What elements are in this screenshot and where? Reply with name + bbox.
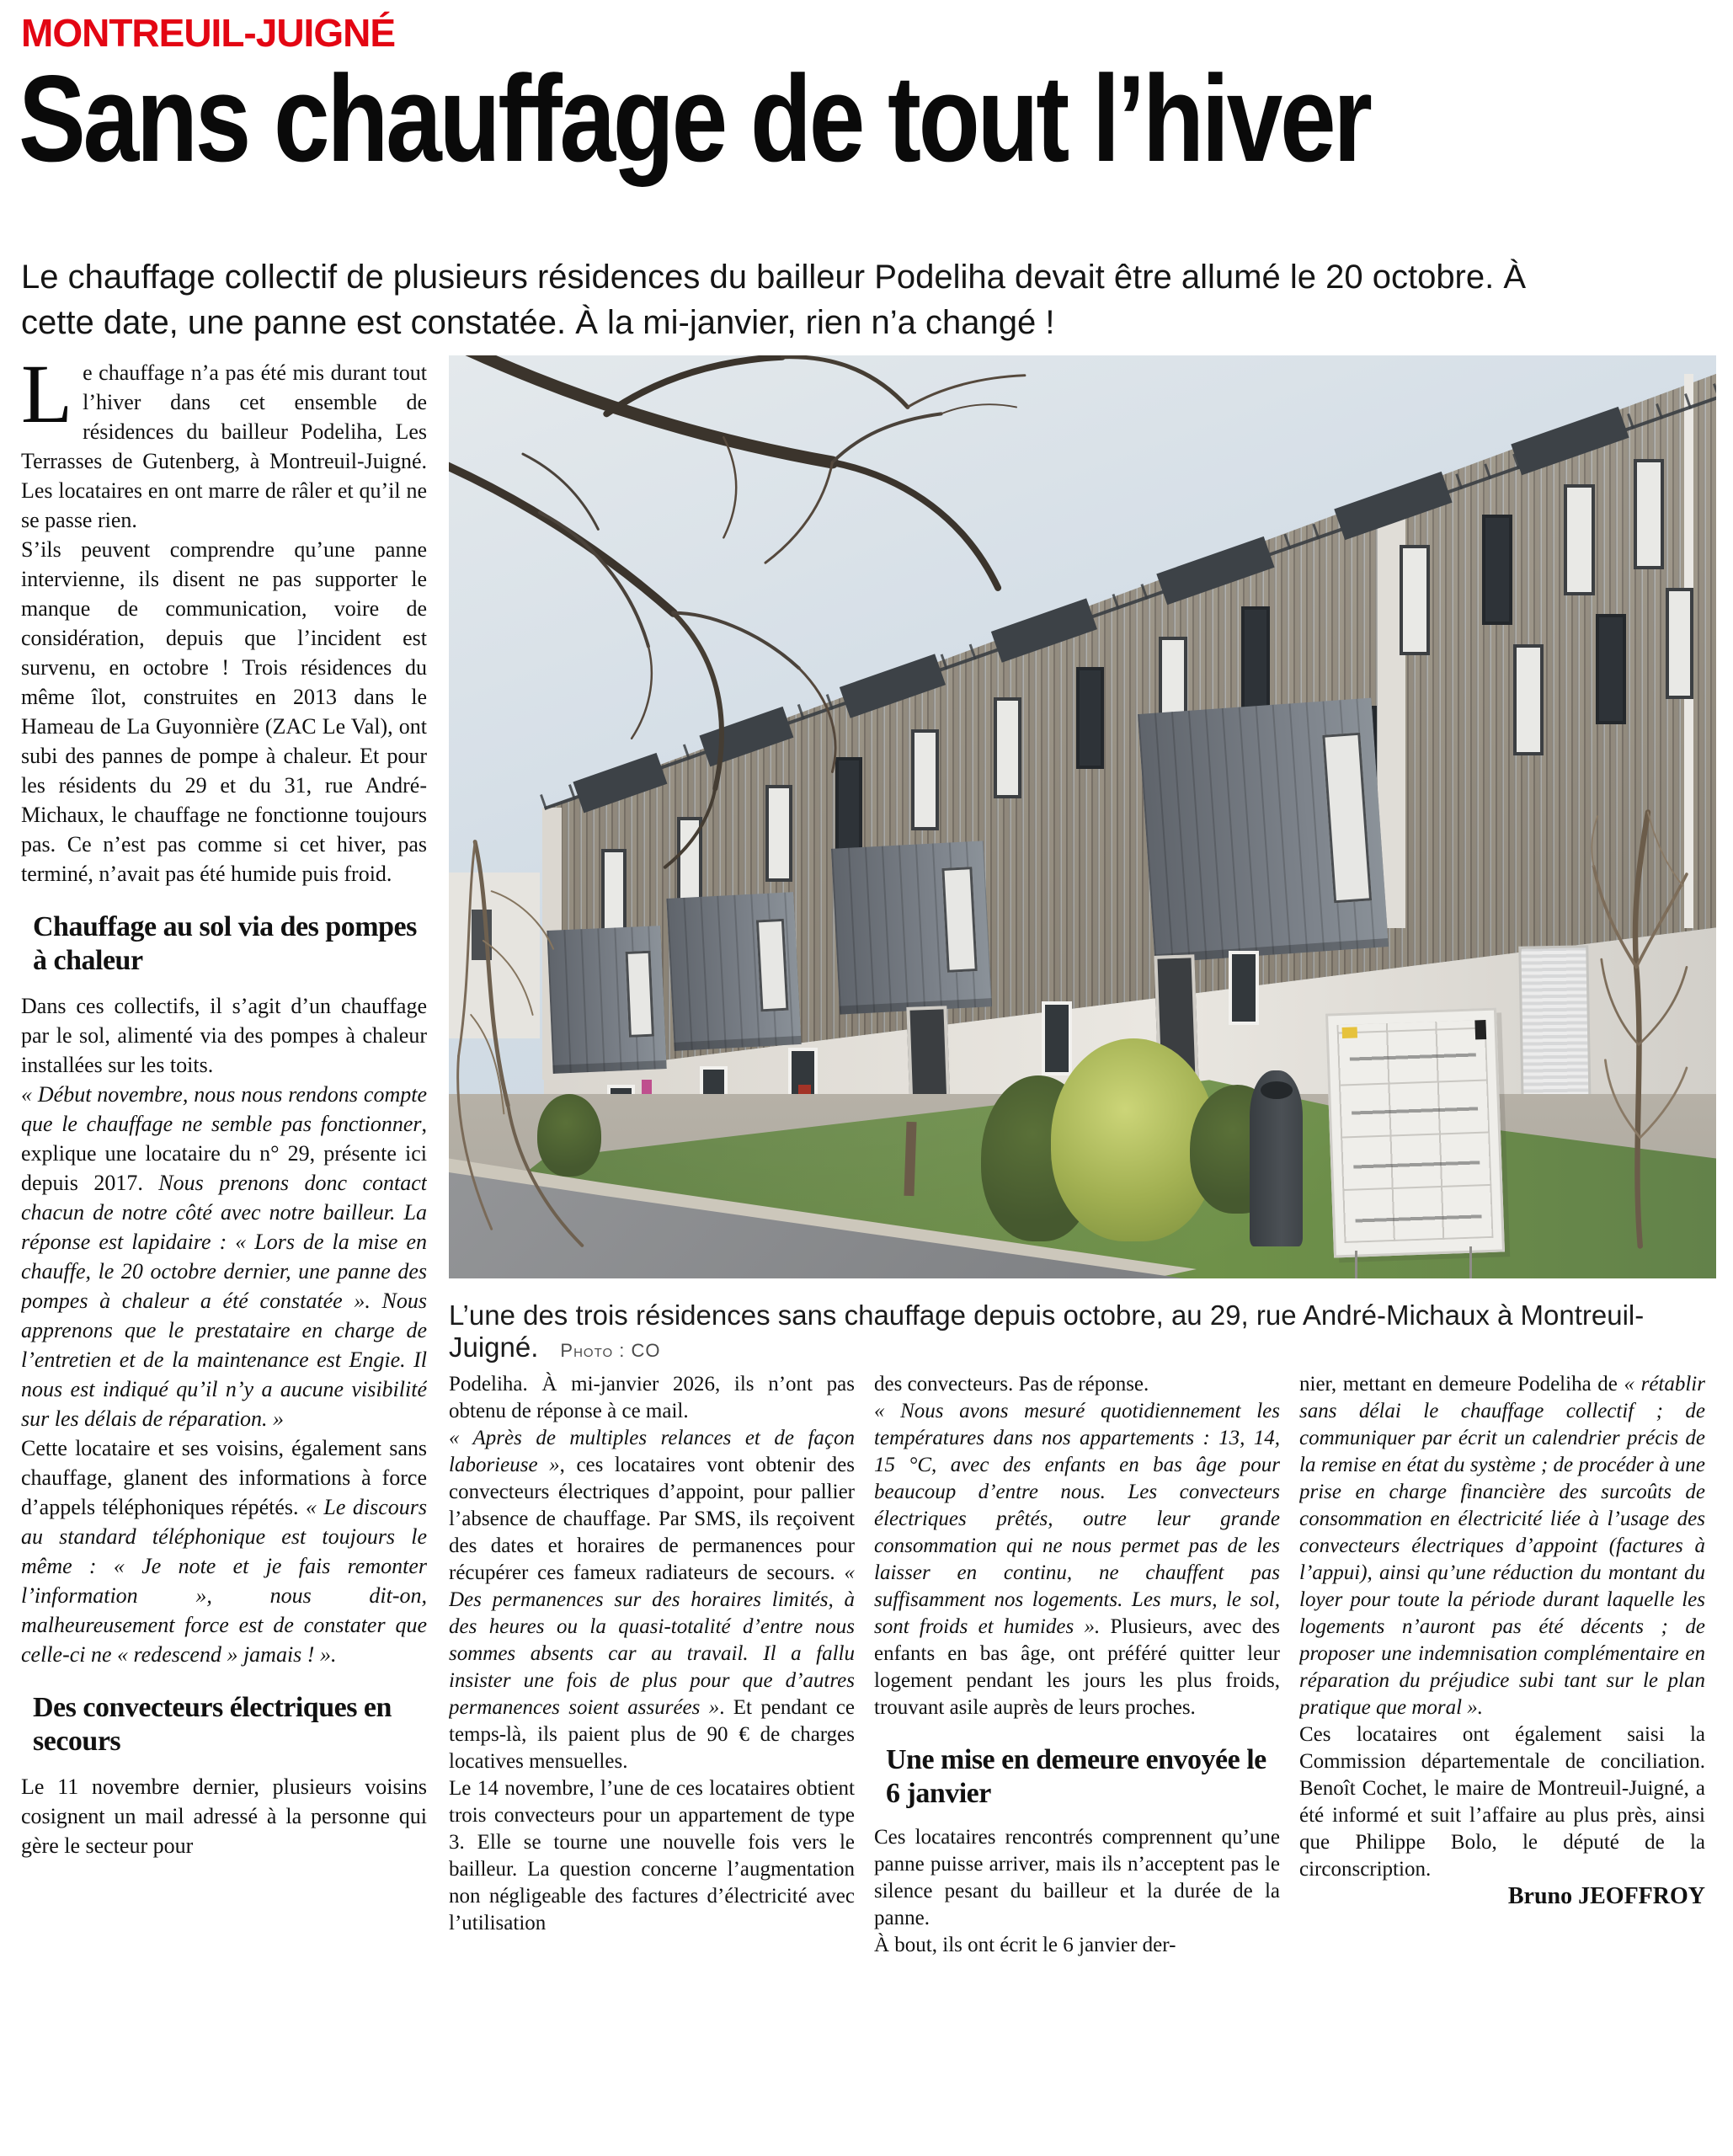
article-paragraph: Cette locataire et ses voisins, également sans chauffage, glanent des informations à force d’appels téléphoniques répétés. « Le discours au standard téléphonique est toujours le même : « Je note et je fais remonter l’information », nous dit-on, malheureusement force est de constater que celle-ci ne « redescend » jamais ! ». <box>21 1436 427 1667</box>
photo-window <box>1076 667 1104 769</box>
photo-window <box>757 919 790 1012</box>
photo-mailbox-leg <box>1355 1251 1357 1278</box>
photo-window <box>941 867 978 972</box>
photo-window <box>1564 484 1594 595</box>
photo-mailbox-unit <box>1325 1008 1505 1258</box>
photo-window <box>1042 1001 1072 1075</box>
photo-mailbox-label <box>1474 1021 1487 1040</box>
article-paragraph: « Début novembre, nous nous rendons compte que le chauffage ne semble pas fonctionner, explique une locataire du n° 29, présente ici depuis 2017. Nous prenons donc contact chacun de notre côté avec notre bailleur. La réponse est lapidaire : « Lors de la mise en chauffe, le 20 octobre dernier, une panne des pompes à chaleur a été constatée ». Nous apprenons que le prestataire en charge de l’entretien et de la maintenance est Engie. Il nous est indiqué qu’il n’y a aucune visibilité sur les délais de réparation. » <box>21 1082 427 1431</box>
article-paragraph: des convecteurs. Pas de réponse. <box>874 1373 1149 1396</box>
headline: Sans chauffage de tout l’hiver <box>19 50 1370 187</box>
photo-window <box>1322 733 1371 904</box>
article-paragraph: Dans ces collectifs, il s’agit d’un chauffage par le sol, alimenté via des pompes à chaleur installées sur les toits. <box>21 994 427 1077</box>
photo-window <box>1241 606 1271 712</box>
photo-mailbox-sticker <box>1341 1027 1357 1038</box>
section-subhead: Une mise en demeure envoyée le 6 janvier <box>886 1744 1266 1809</box>
photo-window <box>1634 459 1664 570</box>
article-paragraph: nier, mettant en demeure Podeliha de « rétablir sans délai le chauffage collectif ; de communiquer par écrit un calendrier précis de la remise en état du système ; de procéder à une prise en charge financière des surcoûts de consommation en électricité liée à l’usage des convecteurs électriques d’appoint (factures à l’appui), ainsi qu’une réduction du montant du loyer pour toute la période durant laquelle les logements n’auront pas été décents ; de proposer une indemnisation complémentaire en réparation du préjudice subi tant sur le plan pratique que moral ». <box>1299 1373 1705 1719</box>
photo-dry-shrub <box>449 835 607 1260</box>
article-paragraph: Ces locataires rencontrés comprennent qu’une panne puisse arriver, mais ils n’acceptent pas le silence pesant du bailleur et la durée de la panne. <box>874 1826 1280 1929</box>
article-paragraph: « Nous avons mesuré quotidiennement les températures dans nos appartements : 13, 14, 15 °C, avec des enfants en bas âge pour beaucoup d’entre nous. Les convecteurs électriques prêtés, outre leur grande consommation qui ne nous permet pas de les laisser en continu, ne chauffent pas suffisamment nos logements. Les murs, le sol, sont froids et humides ». Plusieurs, avec des enfants en bas âge, ont préféré quitter leur logement pendant les jours les plus froids, trouvant asile auprès de leurs proches. <box>874 1400 1280 1719</box>
photo-trash-bin-lid <box>1261 1081 1293 1099</box>
photo-credit: Photo : CO <box>560 1340 661 1361</box>
article-column <box>874 1371 1280 2144</box>
article-paragraph: Le chauffage n’a pas été mis durant tout l’hiver dans cet ensemble de résidences du bailleur Podeliha, Les Terrasses de Gutenberg, à Montreuil-Juigné. Les locataires en ont marre de râler et qu’il ne se passe rien. <box>21 358 427 532</box>
standfirst: Le chauffage collectif de plusieurs résidences du bailleur Podeliha devait être allumé le 20 octobre. À cette date, une panne est constatée. À la mi-janvier, rien n’a changé ! <box>21 259 1527 341</box>
article-paragraph: Le 11 novembre dernier, plusieurs voisins cosignent un mail adressé à la personne qui gère le secteur pour <box>21 1774 427 1858</box>
article-paragraph: « Après de multiples relances et de façon laborieuse », ces locataires vont obtenir des convecteurs électriques d’appoint, pour pallier l’absence de chauffage. Par SMS, ils reçoivent des dates et horaires de permanences pour récupérer ces fameux radiateurs de secours. « Des permanences sur des horaires limités, à des heures ou la quasi-totalité d’entre nous sommes absents car au travail. Il a fallu insister une fois de plus pour que d’autres permanences soient assurées ». Et pendant ce temps-là, ils paient plus de 90 € de charges locatives mensuelles. <box>449 1427 855 1773</box>
photo-bay-window <box>1138 698 1389 963</box>
photo-trash-bin <box>1250 1070 1303 1246</box>
section-kicker: MONTREUIL-JUIGNÉ <box>21 11 395 55</box>
article-paragraph: Le 14 novembre, l’une de ces locataires obtient trois convecteurs pour un appartement de type 3. Elle se tourne une nouvelle fois vers le bailleur. La question concerne l’augmentation non négligeable des factures d’électricité avec l’utilisation <box>449 1777 855 1935</box>
photo-caption-text: L’une des trois résidences sans chauffage depuis octobre, au 29, rue André-Michaux à Montreuil-Juigné. <box>449 1299 1645 1363</box>
article-column <box>1299 1371 1705 2144</box>
photo-window <box>1229 951 1259 1025</box>
article-paragraph: Podeliha. À mi-janvier 2026, ils n’ont pas obtenu de réponse à ce mail. <box>449 1373 855 1422</box>
article-photo <box>449 355 1716 1278</box>
photo-window <box>1482 515 1512 626</box>
section-subhead: Des convecteurs électriques en secours <box>33 1692 392 1757</box>
article-paragraph: Ces locataires ont également saisi la Commission départementale de conciliation. Benoît Cochet, le maire de Montreuil-Juigné, a été informé et suit l’affaire au plus près, ainsi que Philippe Bolo, le député de la circonscription. <box>1299 1723 1705 1881</box>
drop-cap: L <box>21 358 73 440</box>
photo-window <box>1513 644 1544 755</box>
photo-mailbox-slits <box>1349 1030 1482 1235</box>
photo-window <box>626 950 654 1038</box>
byline: Bruno JEOFFROY <box>1507 1883 1705 1909</box>
photo-bay-window <box>667 892 802 1050</box>
photo-mailbox-leg <box>1469 1246 1472 1278</box>
photo-tree-branches <box>449 355 1044 873</box>
article-paragraph: S’ils peuvent comprendre qu’une panne intervienne, ils disent ne pas supporter le manque de communication, voire de considération, depuis que l’incident est survenu, en octobre ! Trois résidences du même îlot, construites en 2013 dans le Hameau de La Guyonnière (ZAC Le Val), ont subi des pannes de pompe à chaleur. Et pour les résidents du 29 et du 31, rue André-Michaux, le chauffage ne fonctionne toujours pas. Ce n’est pas comme si cet hiver, pas terminé, n’avait pas été humide puis froid. <box>21 537 427 886</box>
photo-window <box>1666 588 1693 699</box>
photo-window <box>1596 614 1626 725</box>
article-column <box>21 358 427 2143</box>
article-column <box>449 1371 855 2144</box>
photo-caption <box>449 1299 1716 1364</box>
section-subhead: Chauffage au sol via des pompes à chaleur <box>33 911 417 976</box>
article-paragraph: À bout, ils ont écrit le 6 janvier der- <box>874 1934 1176 1956</box>
photo-bare-sapling <box>1570 789 1710 1269</box>
photo-window <box>1400 545 1430 656</box>
